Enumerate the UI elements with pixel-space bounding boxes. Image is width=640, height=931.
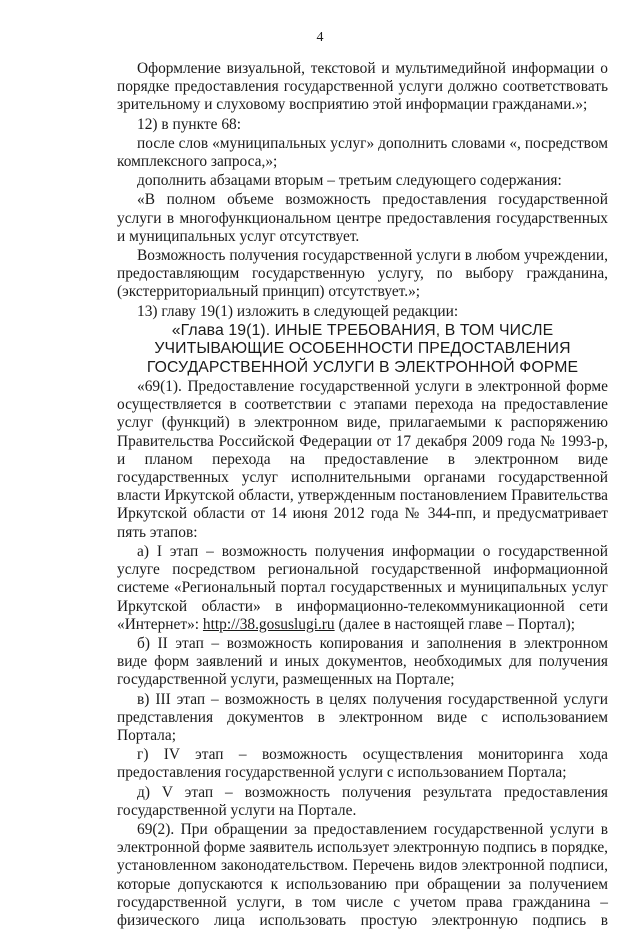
paragraph: «69(1). Предоставление государственной услуги в электронной форме осуществляется в соответствии с этапами перехода на предоставление услуг (функций) в электронном виде, прилагаемыми к распоряжению Правительства Российской Федерации от 17 декабря 2009 года № 1993-р, и планом перехода на предоставление в электронном виде государственных услуг исполнительными органами государственной власти Иркутской области, утвержденным постановлением Правительства Иркутской области от 14 июня 2012 года № 344-пп, и предусматривает пять этапов: [117,378,608,541]
paragraph: в) III этап – возможность в целях получения государственной услуги представления документов в электронном виде с использованием Портала; [117,690,608,744]
paragraph: Оформление визуальной, текстовой и мультимедийной информации о порядке предоставления государственной услуги должно соответствовать зрительному и слуховому восприятию этой информации гражданами.»; [117,60,608,114]
paragraph: д) V этап – возможность получения результата предоставления государственной услуги на Портале. [117,783,608,819]
paragraph: 13) главу 19(1) изложить в следующей редакции: [137,302,459,320]
paragraph-text: (далее в настоящей главе – Портал); [334,615,576,633]
paragraph: после слов «муниципальных услуг» дополнить словами «, посредством комплексного запроса,»; [117,134,608,171]
paragraph: 12) в пункте 68: [137,115,241,133]
paragraph: Возможность получения государственной услуги в любом учреждении, предоставляющим государственную услугу, по выбору гражданина, (экстерриториальный принцип) отсутствует.»; [117,247,608,301]
document-body [117,60,608,931]
paragraph: 69(2). При обращении за предоставлением государственной услуги в электронной форме заявитель использует электронную подпись в порядке, установленном законодательством. Перечень видов электронной подписи, которые допускаются к использованию при обращении за получением государственной услуги, в том числе с учетом права гражданина – физического лица использовать простую электронную подпись в [117,820,608,929]
chapter-heading [117,322,608,377]
chapter-heading-line: УЧИТЫВАЮЩИЕ ОСОБЕННОСТИ ПРЕДОСТАВЛЕНИЯ [154,340,571,358]
paragraph: дополнить абзацами вторым – третьим следующего содержания: [137,172,562,190]
paragraph: г) IV этап – возможность осуществления мониторинга хода предоставления государственной услуги с использованием Портала; [117,746,608,782]
portal-link[interactable]: http://38.gosuslugi.ru [202,615,335,633]
paragraph-text: а) I этап – возможность получения информации о государственной услуге посредством региональной государственной информационной системе «Региональный портал государственных и муниципальных услуг Иркутской области» в информационно-телекоммуникационной сети «Интернет»: [117,542,608,633]
chapter-heading-line: ГОСУДАРСТВЕННОЙ УСЛУГИ В ЭЛЕКТРОННОЙ ФОРМЕ [146,358,579,376]
paragraph: б) II этап – возможность копирования и заполнения в электронном виде форм заявлений и иных документов, необходимых для получения государственной услуги, размещенных на Портале; [117,634,608,689]
page-number: 4 [316,30,324,45]
chapter-heading-line: «Глава 19(1). ИНЫЕ ТРЕБОВАНИЯ, В ТОМ ЧИСЛЕ [171,321,554,339]
paragraph [117,543,608,634]
paragraph: «В полном объеме возможность предоставления государственной услуги в многофункциональном центре предоставления государственных и муниципальных услуг отсутствует. [117,191,608,245]
